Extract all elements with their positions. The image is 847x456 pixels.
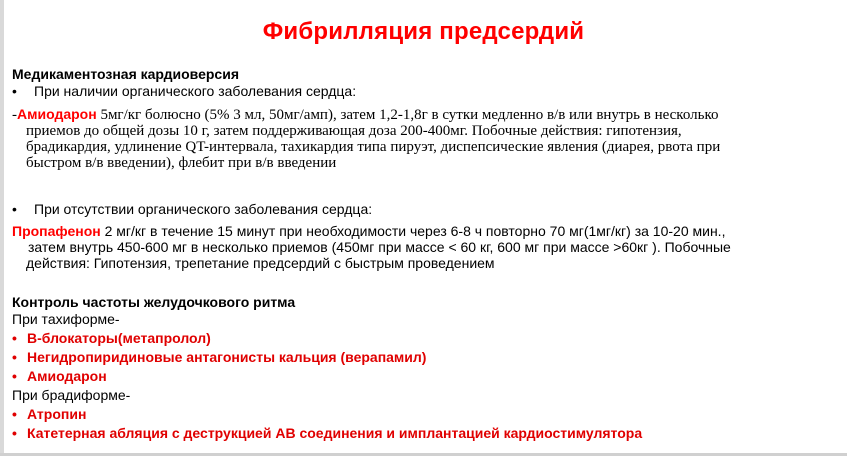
list-item-catheter-ablation [12,425,642,441]
amiodarone-line-4: быстром в/в введении), флебит при в/в введении [26,155,337,171]
list-item-amiodarone [12,368,107,384]
list-item-atropine [12,406,86,422]
dash-prefix: - [12,107,17,123]
bullet-dot: • [12,406,17,422]
list-item-text: Атропин [27,406,87,422]
bullet-no-organic-disease [12,201,372,217]
section-heading-cardioversion: Медикаментозная кардиоверсия [12,66,239,82]
propafenone-line-2: затем внутрь 450-600 мг в несколько приемов (450мг при массе < 60 кг, 600 мг при массе >60кг ). Побочные [28,239,731,255]
list-item-beta-blockers [12,330,211,346]
list-item-text: Катетерная абляция с деструкцией АВ соединения и имплантацией кардиостимулятора [27,425,643,441]
list-item-text: Амиодарон [27,368,107,384]
bullet-dot: • [12,83,17,99]
bradyform-label: При брадиформе- [12,387,131,403]
propafenone-drug-name: Пропафенон [12,223,101,239]
section-heading-rate-control: Контроль частоты желудочкового ритма [12,294,296,310]
bullet-organic-disease [12,83,356,99]
propafenone-line-3: действия: Гипотензия, трепетание предсердий с быстрым проведением [26,255,495,271]
amiodarone-line-3: брадикардия, удлинение QT-интервала, тахикардия типа пируэт, диспепсические явления (диарея, рвота при [26,139,721,155]
bullet-dot: • [12,330,17,346]
bullet-text: При отсутствии органического заболевания сердца: [34,201,373,217]
list-item-text: В-блокаторы(метапролол) [27,330,211,346]
slide-title: Фибрилляция предсердий [262,18,585,45]
bullet-dot: • [12,201,17,217]
bullet-dot: • [12,425,17,441]
propafenone-paragraph [12,223,840,271]
amiodarone-line-1: 5мг/кг болюсно (5% 3 мл, 50мг/амп), затем 1,2-1,8г в сутки медленно в/в или внутрь в несколько [96,107,719,123]
list-item-calcium-antagonists [12,349,426,365]
propafenone-line-1: 2 мг/кг в течение 15 минут при необходимости через 6-8 ч повторно 70 мг(1мг/кг) за 10-20 мин., [100,223,726,239]
amiodarone-drug-name: Амиодарон [17,106,97,122]
slide-left-border [0,0,4,456]
list-item-text: Негидропиридиновые антагонисты кальция (верапамил) [27,349,427,365]
amiodarone-paragraph [12,106,840,171]
bullet-dot: • [12,349,17,365]
amiodarone-line-2: приемов до общей дозы 10 г, затем поддерживающая доза 200-400мг. Побочные действия: гипотензия, [26,123,682,139]
bullet-text: При наличии органического заболевания сердца: [34,83,357,99]
tachyform-label: При тахиформе- [12,311,120,327]
bullet-dot: • [12,368,17,384]
